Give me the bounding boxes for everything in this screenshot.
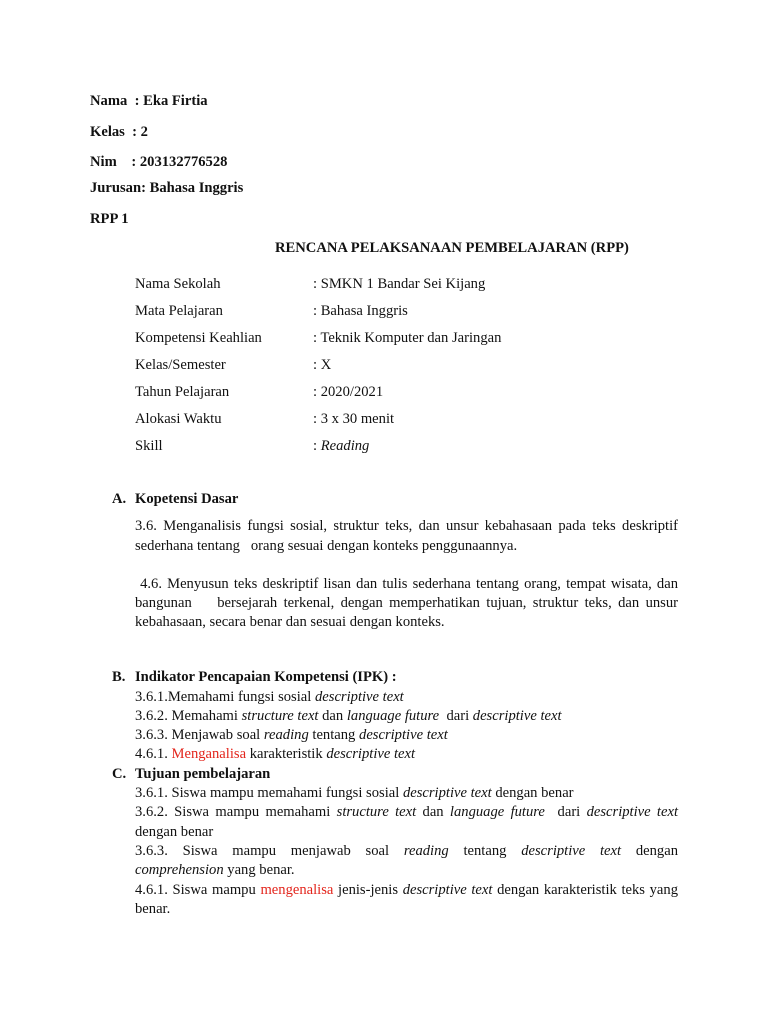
student-name-row <box>90 93 208 111</box>
section-a-letter: A. <box>112 491 127 507</box>
tujuan-3-6-3-italic-2: descriptive text <box>521 843 622 859</box>
info-value-academic-year: : 2020/2021 <box>313 384 384 400</box>
info-label-skill: Skill <box>135 438 163 454</box>
tujuan-4-6-1-end: dengan karakteristik teks yang <box>492 882 678 898</box>
tujuan-3-6-2-italic-1: structure text <box>336 804 417 820</box>
info-value-subject: : Bahasa Inggris <box>313 303 408 319</box>
ipk-4-6-1 <box>135 746 678 764</box>
kd-3-6-line1: 3.6. Menganalisis fungsi sosial, struktur teks, dan unsur kebahasaan pada teks deskriptif <box>135 518 678 534</box>
tujuan-4-6-1-italic: descriptive text <box>402 882 493 898</box>
student-nim-row <box>90 154 227 172</box>
tujuan-4-6-1-highlight: mengenalisa <box>260 882 334 898</box>
student-class-label: Kelas <box>90 124 125 140</box>
info-label-class-semester: Kelas/Semester <box>135 357 226 373</box>
kd-4-6-line1: 4.6. Menyusun teks deskriptif lisan dan tulis sederhana tentang orang, tempat wisata, dan <box>135 576 678 592</box>
tujuan-3-6-3-line2-end: yang benar. <box>223 862 295 878</box>
student-nim-value: : 203132776528 <box>131 154 228 170</box>
ipk-3-6-2-mid-1: dan <box>318 708 347 724</box>
tujuan-3-6-3-italic-3: comprehension <box>135 862 224 878</box>
info-value-expertise: : Teknik Komputer dan Jaringan <box>313 330 502 346</box>
ipk-3-6-1 <box>135 689 678 707</box>
tujuan-3-6-2-mid-2: dari <box>544 804 587 820</box>
tujuan-3-6-2-line2: dengan benar <box>135 824 214 840</box>
student-class-row <box>90 124 148 142</box>
kd-4-6-line2: bangunan bersejarah terkenal, dengan memperhatikan tujuan, struktur teks, dan unsur <box>135 595 678 611</box>
info-label-subject: Mata Pelajaran <box>135 303 223 319</box>
ipk-3-6-3-text: 3.6.3. Menjawab soal <box>135 727 264 743</box>
student-name-label: Nama <box>90 93 128 109</box>
document-title: RENCANA PELAKSANAAN PEMBELAJARAN (RPP) <box>275 240 629 256</box>
section-c-letter: C. <box>112 766 127 782</box>
tujuan-4-6-1-line2: benar. <box>135 901 171 917</box>
section-b-letter: B. <box>112 669 126 685</box>
info-label-expertise: Kompetensi Keahlian <box>135 330 262 346</box>
ipk-3-6-3 <box>135 727 678 745</box>
ipk-3-6-3-italic-1: reading <box>263 727 309 743</box>
tujuan-3-6-2-mid-1: dan <box>416 804 450 820</box>
ipk-3-6-2-italic-1: structure text <box>241 708 319 724</box>
ipk-4-6-1-mid: karakteristik <box>246 746 327 762</box>
ipk-3-6-1-text: 3.6.1.Memahami fungsi sosial <box>135 689 315 705</box>
student-nim-label: Nim <box>90 154 117 170</box>
info-label-school: Nama Sekolah <box>135 276 221 292</box>
tujuan-3-6-2-text: 3.6.2. Siswa mampu memahami <box>135 804 337 820</box>
student-major-label: Jurusan: <box>90 180 146 196</box>
kd-3-6-line2: sederhana tentang orang sesuai dengan konteks penggunaannya. <box>135 538 518 554</box>
tujuan-3-6-1-text: 3.6.1. Siswa mampu memahami fungsi sosial <box>135 785 403 801</box>
tujuan-3-6-1-end: dengan benar <box>491 785 574 801</box>
info-value-class-semester: : X <box>313 357 332 373</box>
info-label-academic-year: Tahun Pelajaran <box>135 384 230 400</box>
student-major-row <box>90 180 243 198</box>
info-value-time-allocation: : 3 x 30 menit <box>313 411 395 427</box>
tujuan-3-6-1-italic: descriptive text <box>402 785 492 801</box>
tujuan-3-6-1 <box>135 785 678 803</box>
student-name-value: : Eka Firtia <box>134 93 208 109</box>
ipk-4-6-1-italic: descriptive text <box>326 746 416 762</box>
tujuan-3-6-2-italic-3: descriptive text <box>586 804 678 820</box>
section-a-title: Kopetensi Dasar <box>135 491 239 507</box>
section-b-title: Indikator Pencapaian Kompetensi (IPK) : <box>135 669 397 685</box>
ipk-3-6-3-mid: tentang <box>308 727 360 743</box>
tujuan-3-6-3-line2 <box>135 862 678 880</box>
tujuan-3-6-3-end: dengan <box>621 843 678 859</box>
rpp-number: RPP 1 <box>90 211 129 227</box>
tujuan-4-6-1-mid: jenis-jenis <box>333 882 403 898</box>
ipk-3-6-2-italic-3: descriptive text <box>472 708 562 724</box>
section-c-title: Tujuan pembelajaran <box>135 766 271 782</box>
kd-4-6-line3: kebahasaan, secara benar dan sesuai dengan konteks. <box>135 614 445 630</box>
tujuan-4-6-1-line1 <box>135 882 678 900</box>
tujuan-3-6-3-text: 3.6.3. Siswa mampu menjawab soal <box>135 843 404 859</box>
ipk-3-6-2-mid-2: dari <box>439 708 473 724</box>
tujuan-3-6-3-italic-1: reading <box>403 843 449 859</box>
tujuan-4-6-1-text: 4.6.1. Siswa mampu <box>135 882 261 898</box>
student-class-value: : 2 <box>132 124 148 140</box>
ipk-3-6-1-italic: descriptive text <box>314 689 404 705</box>
skill-value: Reading <box>320 438 370 454</box>
skill-prefix: : <box>313 438 321 454</box>
ipk-3-6-3-italic-2: descriptive text <box>359 727 448 743</box>
tujuan-3-6-3-mid: tentang <box>448 843 522 859</box>
tujuan-3-6-2-italic-2: language future <box>449 804 545 820</box>
info-value-school: : SMKN 1 Bandar Sei Kijang <box>313 276 486 292</box>
tujuan-3-6-2-line1 <box>135 804 678 822</box>
student-major-value: Bahasa Inggris <box>149 180 244 196</box>
ipk-4-6-1-number: 4.6.1. <box>135 746 172 762</box>
ipk-3-6-2-text: 3.6.2. Memahami <box>135 708 242 724</box>
ipk-3-6-2 <box>135 708 678 726</box>
info-value-skill <box>313 438 369 456</box>
ipk-4-6-1-highlight: Menganalisa <box>171 746 247 762</box>
tujuan-3-6-3-line1 <box>135 843 678 861</box>
ipk-3-6-2-italic-2: language future <box>346 708 440 724</box>
info-label-time-allocation: Alokasi Waktu <box>135 411 222 427</box>
